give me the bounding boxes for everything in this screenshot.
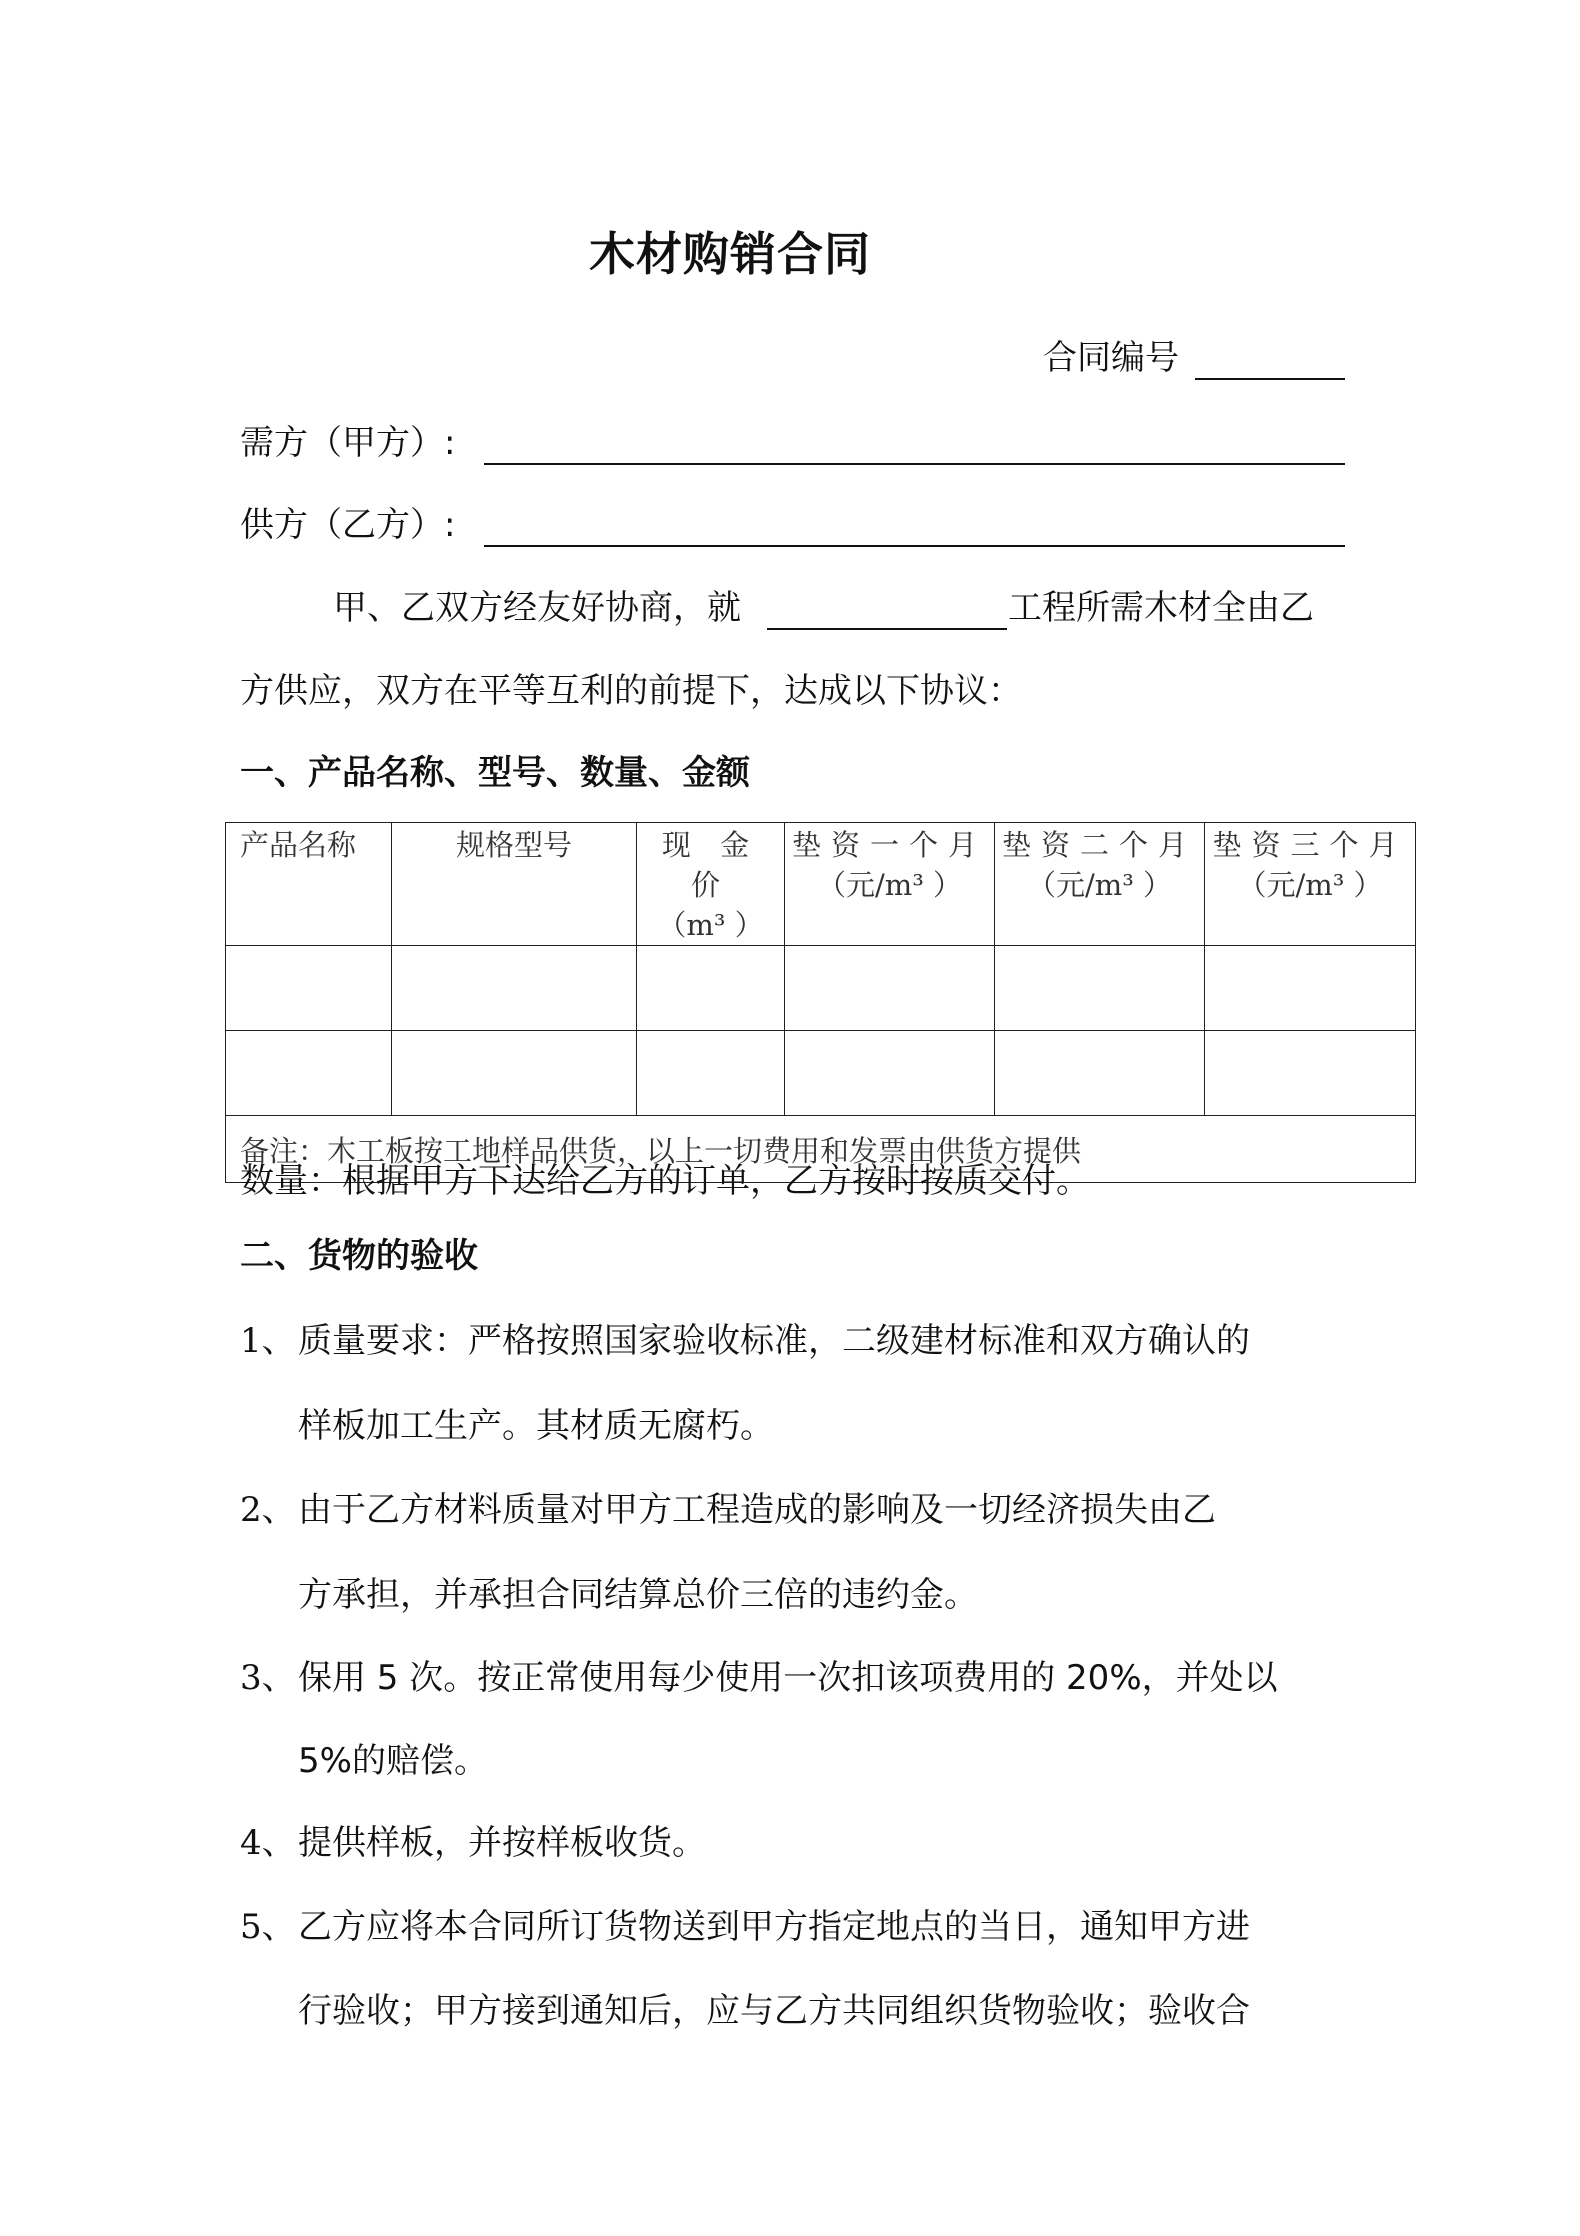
table-cell[interactable] (637, 1031, 785, 1116)
intro-text-part2: 工程所需木材全由乙 (1008, 588, 1314, 628)
item-number: 4、 (240, 1823, 296, 1863)
section2-heading: 二、货物的验收 (240, 1236, 478, 1276)
intro-text-part1: 甲、乙双方经友好协商，就 (333, 588, 741, 628)
product-table (225, 822, 1416, 1183)
header-cash-price: 现 金 价 （m³ ） (637, 823, 785, 946)
table-cell[interactable] (392, 946, 637, 1031)
header-advance-1-month: 垫资一个月 （元/m³ ） (785, 823, 995, 946)
table-cell[interactable] (637, 946, 785, 1031)
header-advance-2-months: 垫资二个月 （元/m³ ） (995, 823, 1205, 946)
header-spec-model: 规格型号 (392, 823, 637, 946)
table-row (226, 946, 1416, 1031)
item-text-line: 由于乙方材料质量对甲方工程造成的影响及一切经济损失由乙 (298, 1490, 1216, 1530)
table-note: 备注：木工板按工地样品供货，以上一切费用和发票由供货方提供 (226, 1116, 1416, 1183)
table-header-row (226, 823, 1416, 946)
contract-number-label: 合同编号 (1043, 338, 1179, 378)
item-number: 2、 (240, 1490, 296, 1530)
table-row (226, 1031, 1416, 1116)
item-number: 3、 (240, 1658, 296, 1698)
table-cell[interactable] (995, 1031, 1205, 1116)
table-cell[interactable] (392, 1031, 637, 1116)
item-text-line: 乙方应将本合同所订货物送到甲方指定地点的当日，通知甲方进 (298, 1907, 1250, 1947)
item-number: 1、 (240, 1321, 296, 1361)
quantity-text: 数量：根据甲方下达给乙方的订单，乙方按时按质交付。 (240, 1161, 1090, 1201)
table-cell[interactable] (785, 946, 995, 1031)
table-cell[interactable] (785, 1031, 995, 1116)
item-number: 5、 (240, 1907, 296, 1947)
table-cell[interactable] (226, 946, 392, 1031)
item-text-line: 样板加工生产。其材质无腐朽。 (298, 1406, 774, 1446)
item-text-line: 行验收；甲方接到通知后，应与乙方共同组织货物验收；验收合 (298, 1991, 1250, 2031)
table-cell[interactable] (995, 946, 1205, 1031)
item-text-line: 5%的赔偿。 (298, 1741, 488, 1781)
table-cell[interactable] (226, 1031, 392, 1116)
item-text-line: 方承担，并承担合同结算总价三倍的违约金。 (298, 1575, 978, 1615)
seller-blank[interactable] (484, 545, 1345, 547)
intro-text-line2: 方供应，双方在平等互利的前提下，达成以下协议： (240, 671, 1022, 711)
table-cell[interactable] (1205, 946, 1416, 1031)
header-product-name: 产品名称 (226, 823, 392, 946)
buyer-label: 需方（甲方）: (240, 423, 456, 463)
document-title: 木材购销合同 (589, 227, 871, 281)
item-text-line: 质量要求：严格按照国家验收标准，二级建材标准和双方确认的 (298, 1321, 1250, 1361)
project-blank[interactable] (767, 628, 1007, 630)
item-text-line: 保用 5 次。按正常使用每少使用一次扣该项费用的 20%，并处以 (298, 1658, 1278, 1698)
contract-number-blank[interactable] (1195, 378, 1345, 380)
section1-heading: 一、产品名称、型号、数量、金额 (240, 753, 750, 793)
seller-label: 供方（乙方）: (240, 505, 456, 545)
header-advance-3-months: 垫资三个月 （元/m³ ） (1205, 823, 1416, 946)
buyer-blank[interactable] (484, 463, 1345, 465)
item-text-line: 提供样板，并按样板收货。 (298, 1823, 706, 1863)
table-cell[interactable] (1205, 1031, 1416, 1116)
